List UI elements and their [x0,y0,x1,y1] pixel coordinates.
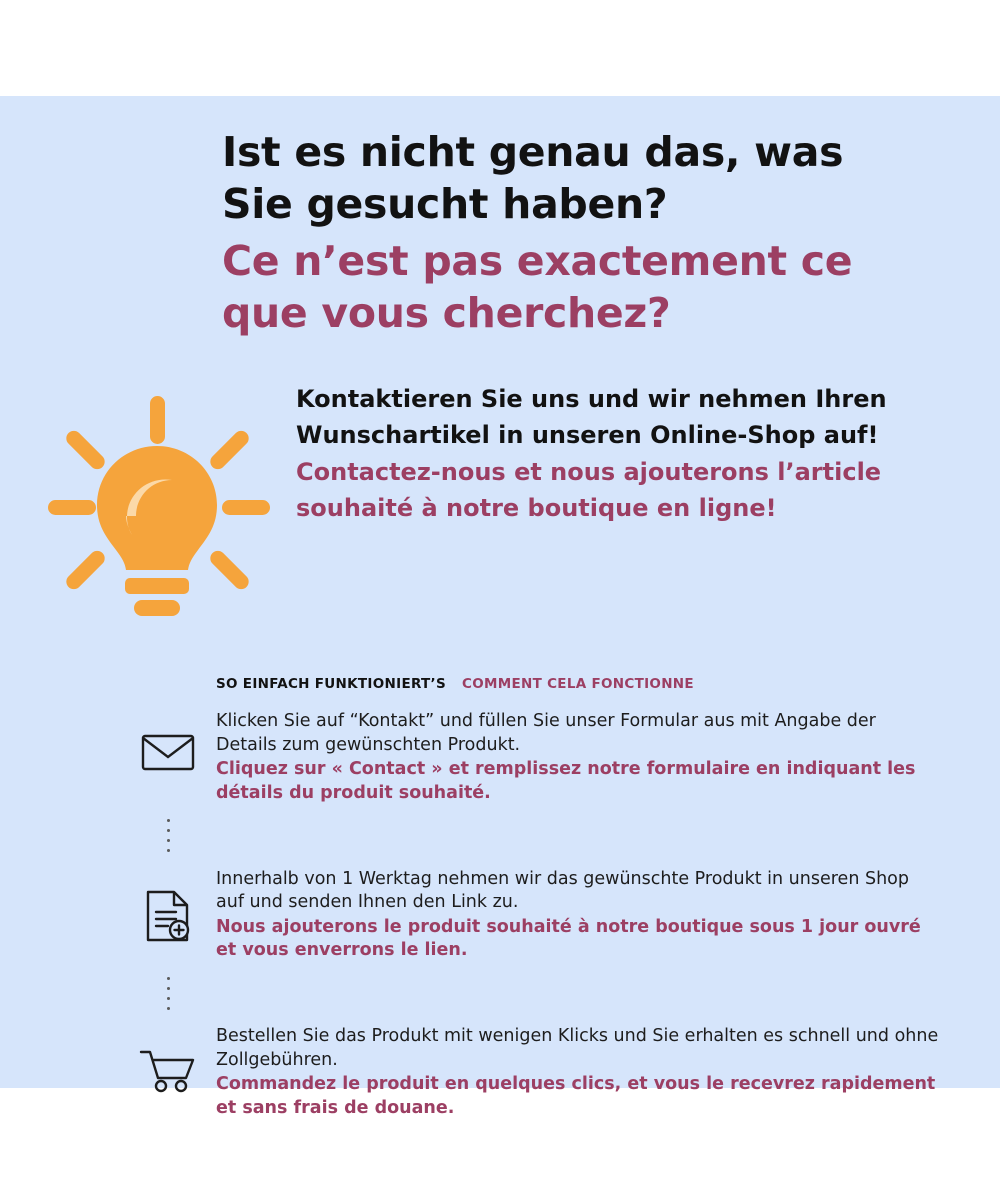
subhead-german: Kontaktieren Sie uns und wir nehmen Ihren Wunschartikel in unseren Online-Shop auf! [296,385,887,449]
list-item [120,866,940,964]
step-german: Bestellen Sie das Produkt mit wenigen Klicks und Sie erhalten es schnell und ohne Zollgebühren. [216,1026,939,1070]
list-item [120,708,940,806]
step-text [216,1023,940,1121]
steps-list [120,708,940,1121]
howto-heading-french: COMMENT CELA FONCTIONNE [462,676,694,692]
step-french: Commandez le produit en quelques clics, et vous le recevrez rapidement et sans frais de douane. [216,1074,936,1118]
subhead-french: Contactez-nous et nous ajouterons l’article souhaité à notre boutique en ligne! [296,458,882,522]
envelope-icon [120,708,216,772]
headline-german: Ist es nicht genau das, was Sie gesucht haben? [222,128,844,229]
headline-block [222,126,922,340]
step-connector [120,963,940,1023]
step-french: Cliquez sur « Contact » et remplissez notre formulaire en indiquant les détails du produit souhaité. [216,759,916,803]
step-connector [120,806,940,866]
lightbulb-icon [40,388,270,638]
document-add-icon [120,866,216,942]
shopping-cart-icon [120,1023,216,1093]
headline-french: Ce n’est pas exactement ce que vous cherchez? [222,236,853,338]
step-german: Innerhalb von 1 Werktag nehmen wir das gewünschte Produkt in unseren Shop auf und senden Ihnen den Link zu. [216,868,909,913]
subhead-block [296,382,906,526]
howto-heading-german: SO EINFACH FUNKTIONIERT’S [216,676,447,692]
step-text [216,866,940,964]
step-german: Klicken Sie auf “Kontakt” und füllen Sie unser Formular aus mit Angabe der Details zum gewünschten Produkt. [216,711,876,755]
step-text [216,708,940,806]
step-french: Nous ajouterons le produit souhaité à notre boutique sous 1 jour ouvré et vous enverrons le lien. [216,916,921,961]
howto-heading [216,676,694,692]
dotted-divider-icon [120,806,216,866]
list-item [120,1023,940,1121]
dotted-divider-icon [120,963,216,1023]
promo-banner [0,96,1000,1118]
